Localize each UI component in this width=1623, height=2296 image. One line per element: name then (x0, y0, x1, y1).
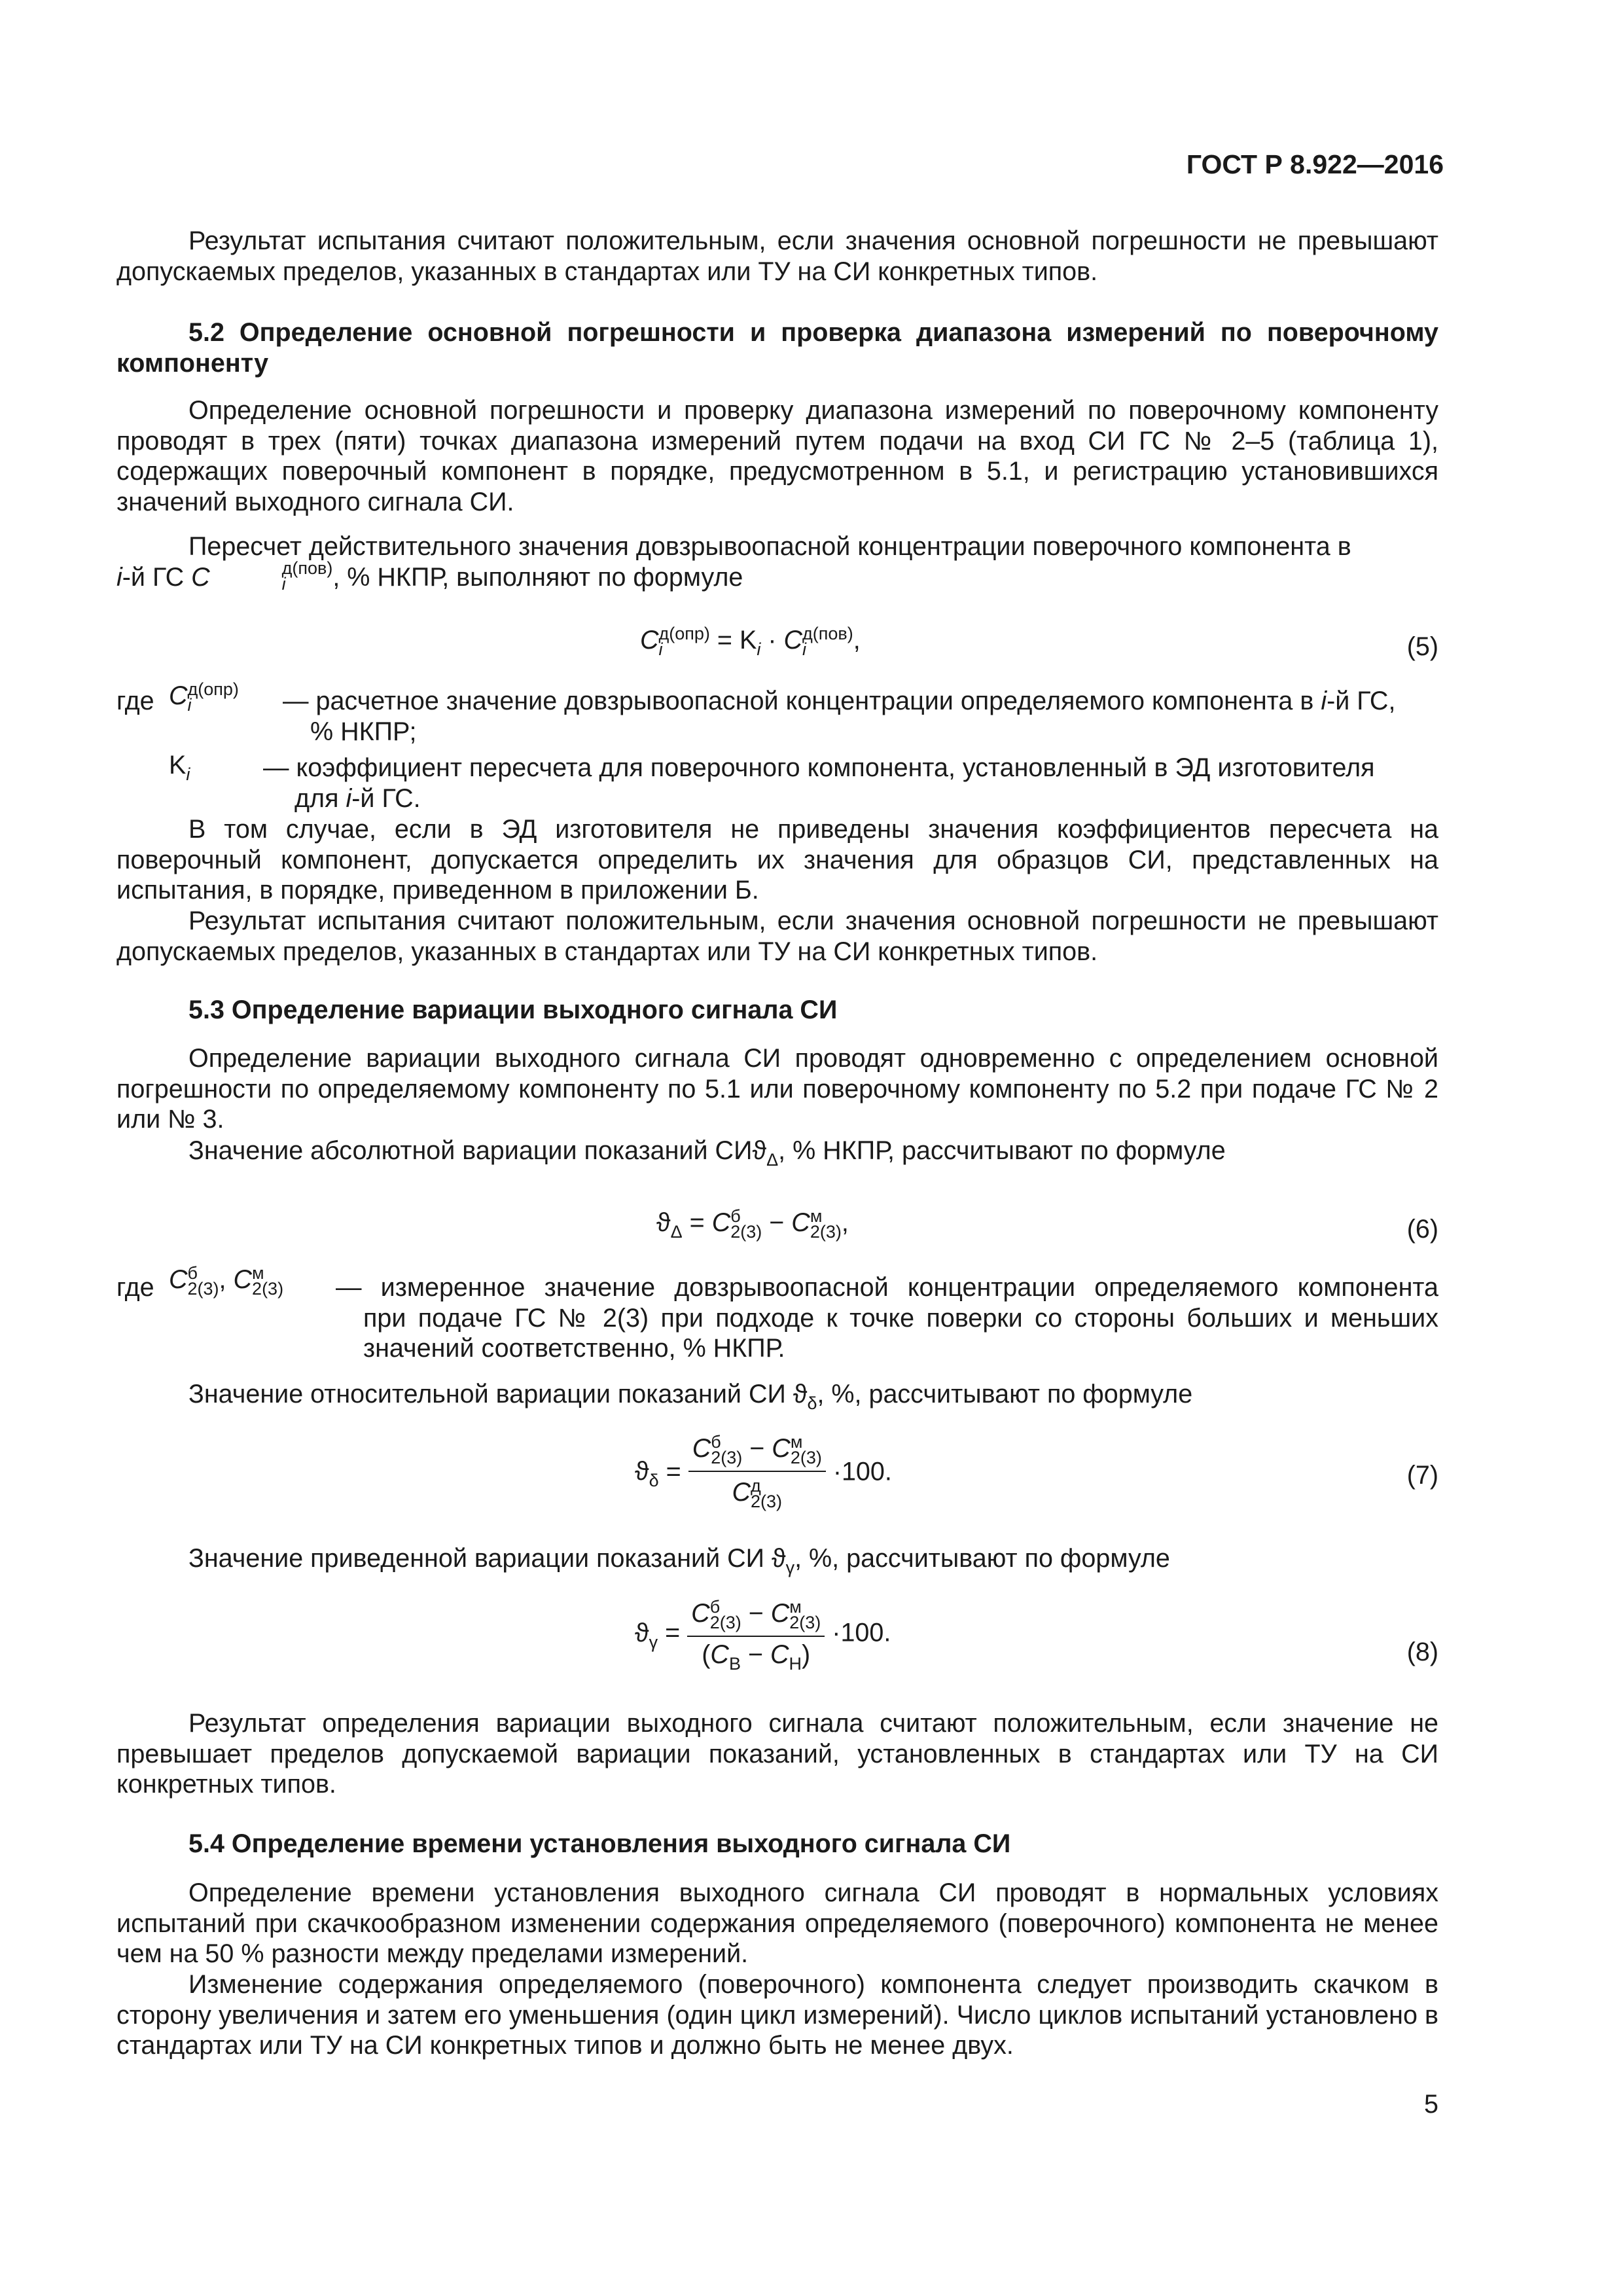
equation-7: $ϑ_\delta$ = C б 2(3) − C м 2(3) C д 2(3) ·100. (635, 1432, 892, 1511)
section-5-3-para-3: Значение относительной вариации показаний СИ $ϑ_\delta$, %, рассчитывают по формуле (188, 1380, 1193, 1413)
section-5-3-para-4: Значение приведенной вариации показаний СИ $ϑ_\gamma$, %, рассчитывают по формуле (188, 1544, 1170, 1577)
section-5-3-para-1: Определение вариации выходного сигнала СИ проводят одновременно с определением основной погрешности по определяемому компоненту по 5.1 или поверочному компоненту по 5.2 при подаче ГС № 2 или № 3. (116, 1044, 1438, 1134)
equation-6-number: (6) (1406, 1215, 1438, 1244)
doc-header: ГОСТ Р 8.922—2016 (1186, 149, 1444, 179)
result-paragraph-1: Результат испытания считают положительным, если значения основной погрешности не превышают допускаемых пределов, указанных в стандартах или ТУ на СИ конкретных типов. (116, 226, 1438, 286)
section-5-2-para-3: В том случае, если в ЭД изготовителя не приведены значения коэффициентов пересчета на поверочный компонент, допускается определить их значения для образцов СИ, представленных на испытания, в порядке, приведенном в приложении Б. (116, 815, 1438, 905)
section-5-3-heading: 5.3 Определение вариации выходного сигнала СИ (188, 996, 838, 1024)
section-5-3-para-5: Результат определения вариации выходного сигнала считают положительным, если значение не превышает пределов допускаемой вариации показаний, установленных в стандартах или ТУ на СИ конкретных типов. (116, 1709, 1438, 1799)
section-5-2-para-1: Определение основной погрешности и проверку диапазона измерений по поверочному компоненту проводят в трех (пяти) точках диапазона измерений путем подачи на вход СИ ГС № 2–5 (таблица 1), содержащих поверочный компонент в порядке, предусмотренном в 5.1, и регистрацию установившихся значений выходного сигнала СИ. (116, 396, 1438, 516)
equation-8: $ϑ_\gamma$ = C б 2(3) − C м 2(3) $(C_В - C_Н)$ ·100. (635, 1597, 891, 1674)
legend-6-symbols: C б 2(3) , C м 2(3) (169, 1263, 284, 1299)
section-5-2-para-4: Результат испытания считают положительным, если значения основной погрешности не превышают допускаемых пределов, указанных в стандартах или ТУ на СИ конкретных типов. (116, 906, 1438, 966)
legend-6-description: — измеренное значение довзрывоопасной концентрации определяемого компонента при подаче ГС № 2(3) при подходе к точке поверки со стороны больших и меньших значений соответственно, % НКПР. (336, 1273, 1438, 1363)
legend-k-description: — коэффициент пересчета для поверочного компонента, установленный в ЭД изготовителя для i-й ГС. (263, 753, 1375, 813)
section-5-4-para-1: Определение времени установления выходного сигнала СИ проводят в нормальных условиях испытаний при скачкообразном изменении содержания определяемого (поверочного) компонента не менее чем на 50 % разности между пределами измерений. (116, 1878, 1438, 1968)
legend-c-description: — расчетное значение довзрывоопасной концентрации определяемого компонента в i-й ГС, % НКПР; (283, 687, 1396, 746)
section-5-4-para-2: Изменение содержания определяемого (поверочного) компонента следует производить скачком в сторону увеличения и затем его уменьшения (один цикл измерений). Число циклов испытаний установлено в стандартах или ТУ на СИ конкретных типов и должно быть не менее двух. (116, 1970, 1438, 2060)
equation-6: $ϑ_\Delta = C$ б 2(3) − C м 2(3) , (656, 1206, 849, 1242)
equation-8-number: (8) (1406, 1638, 1438, 1666)
legend-6-where: где (116, 1273, 154, 1302)
legend-where: где (116, 687, 154, 715)
equation-7-number: (7) (1406, 1461, 1438, 1490)
equation-5-number: (5) (1406, 632, 1438, 661)
section-5-3-para-2: Значение абсолютной вариации показаний СИϑ$_\Delta$, % НКПР, рассчитывают по формуле (188, 1136, 1226, 1170)
page-number: 5 (1424, 2090, 1438, 2119)
legend-symbol-k: $K_i$ (169, 751, 190, 784)
section-5-2-para-2: Пересчет действительного значения довзрывоопасной концентрации поверочного компонента в i-й ГС C д(пов) i , % НКПР, выполняют по формуле (116, 532, 1351, 594)
section-5-4-heading: 5.4 Определение времени установления выходного сигнала СИ (188, 1829, 1011, 1858)
document-page (116, 0, 1444, 2296)
section-5-2-heading: 5.2 Определение основной погрешности и проверка диапазона измерений по поверочному компоненту (116, 318, 1438, 378)
equation-5: C д(опр) i = $K_i \cdot C$ д(пов) i , (640, 624, 861, 659)
legend-symbol-c: C д(опр) i (169, 679, 239, 715)
